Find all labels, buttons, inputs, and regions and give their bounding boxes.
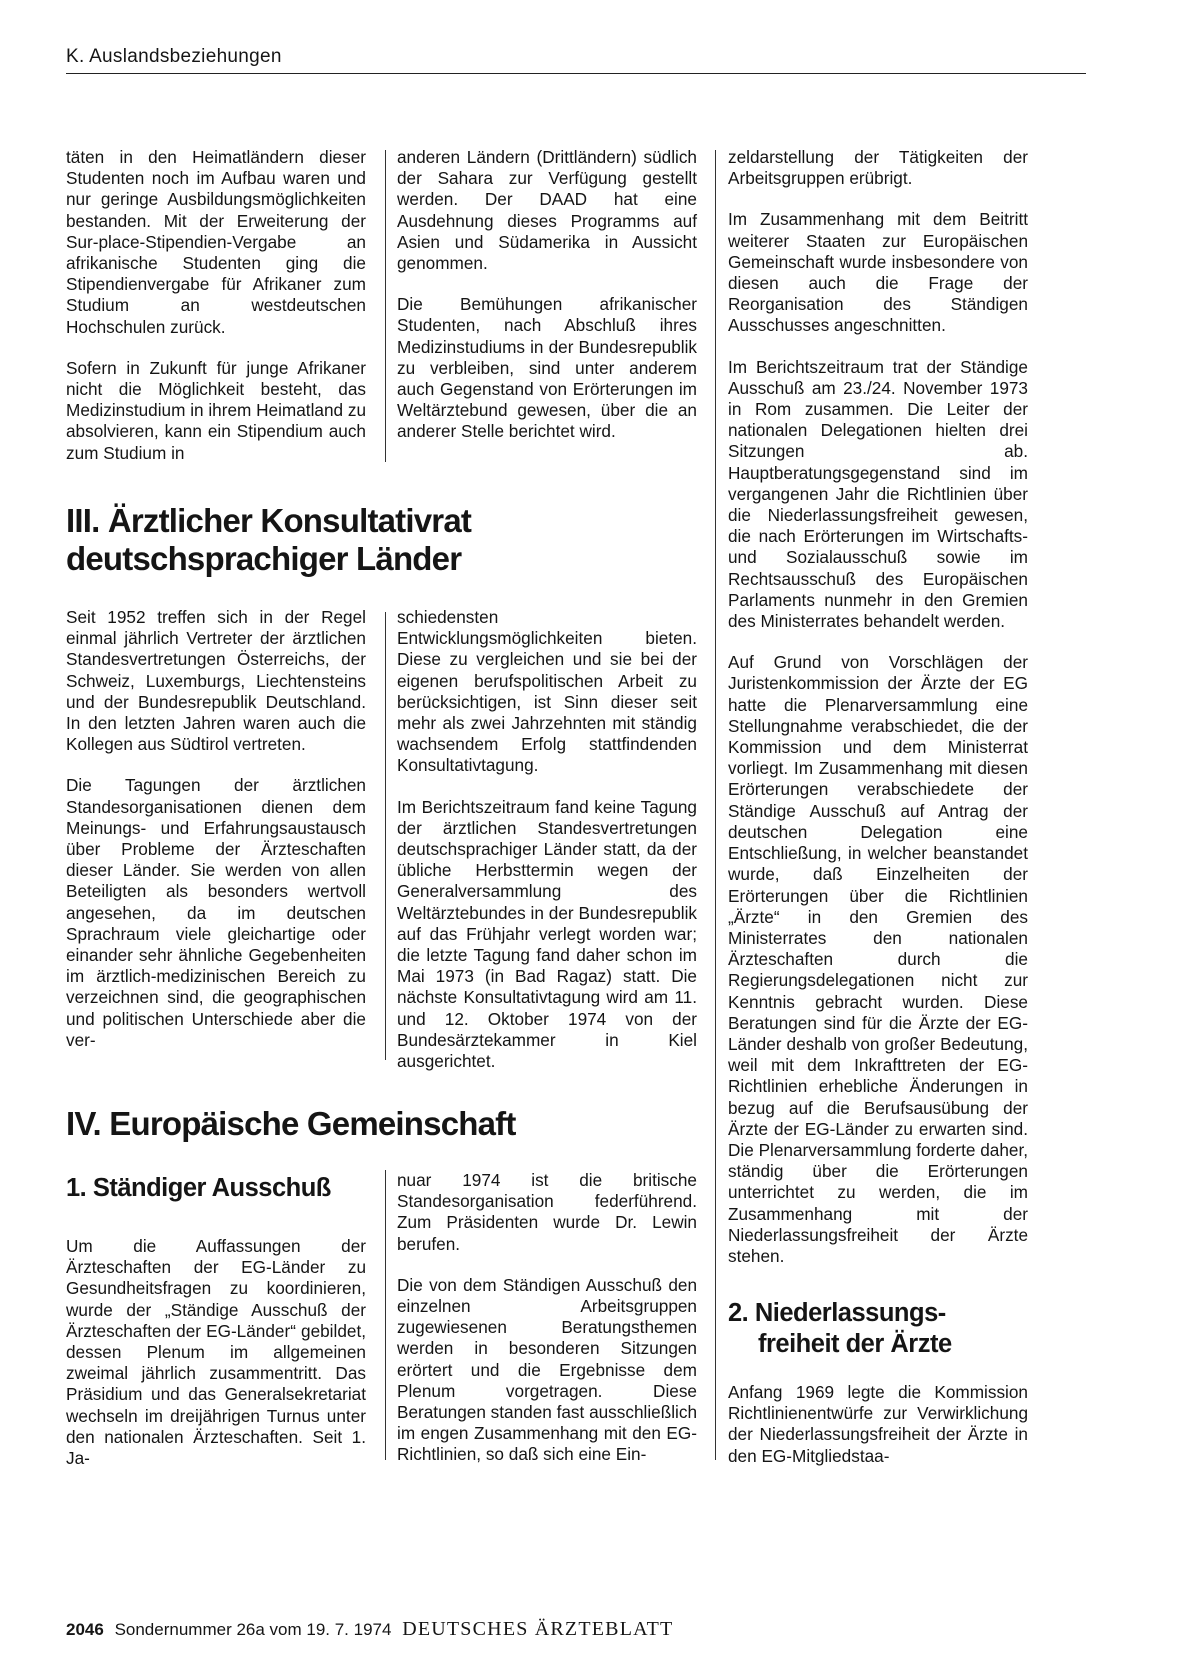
heading-line: 2. Niederlassungs- <box>728 1299 946 1327</box>
heading-line: III. Ärztlicher Konsultativrat <box>66 502 472 539</box>
paragraph: Die Bemühungen afrikanischer Studenten, nach Abschluß ihres Medizinstudiums in der Bundesrepublik zu verbleiben, sind unter anderem auch Gegenstand von Erörterungen im Weltärztebund gewesen, über die an anderer Stelle berichtet wird. <box>397 294 697 442</box>
section-4-column-2 <box>397 1170 697 1466</box>
column-3 <box>728 147 1028 1267</box>
page-number: 2046 <box>66 1620 104 1639</box>
paragraph: zeldarstellung der Tätigkeiten der Arbeitsgruppen erübrigt. <box>728 147 1028 189</box>
masthead: DEUTSCHES ÄRZTEBLATT <box>402 1618 674 1640</box>
paragraph: Anfang 1969 legte die Kommission Richtlinienentwürfe zur Verwirklichung der Niederlassungsfreiheit der Ärzte in den EG-Mitgliedstaa- <box>728 1382 1028 1466</box>
running-header <box>66 46 1086 74</box>
section-3-heading <box>66 502 706 578</box>
paragraph: Im Berichtszeitraum trat der Ständige Ausschuß am 23./24. November 1973 in Rom zusammen. Die Leiter der nationalen Delegationen hielten drei Sitzungen ab. Hauptberatungsgegenstand sind im vergangenen Jahr die Richtlinien über die Niederlassungsfreiheit gewesen, die nach Erörterungen im Wirtschafts- und Sozialausschuß sowie im Rechtsausschuß des Europäischen Parlaments nunmehr in den Gremien des Ministerrates behandelt werden. <box>728 356 1028 632</box>
heading-line: deutschsprachiger Länder <box>66 540 462 577</box>
page-footer <box>66 1618 673 1641</box>
column-divider <box>385 612 386 1060</box>
paragraph: Die von dem Ständigen Ausschuß den einzelnen Arbeitsgruppen zugewiesenen Beratungsthemen werden in besonderen Sitzungen erörtert und die Ergebnisse dem Plenum vorgetragen. Diese Beratungen standen fast ausschließlich im engen Zusammenhang mit den EG-Richtlinien, so daß sich eine Ein- <box>397 1274 698 1465</box>
section-3-column-2 <box>397 607 697 1072</box>
paragraph: Seit 1952 treffen sich in der Regel einmal jährlich Vertreter der ärztlichen Standesvertretungen Österreichs, der Schweiz, Luxemburgs, Liechtensteins und der Bundesrepublik Deutschland. In den letzten Jahren waren auch die Kollegen aus Südtirol vertreten. <box>66 607 366 755</box>
paragraph: Im Zusammenhang mit dem Beitritt weiterer Staaten zur Europäischen Gemeinschaft wurde insbesondere von diesen auch die Frage der Reorganisation des Ständigen Ausschusses angeschnitten. <box>728 209 1028 336</box>
column-divider <box>715 150 716 1460</box>
subsection-1-heading: 1. Ständiger Ausschuß <box>66 1174 331 1202</box>
heading-line: freiheit der Ärzte <box>758 1330 952 1358</box>
section-4-column-1 <box>66 1236 366 1469</box>
section-4-heading: IV. Europäische Gemeinschaft <box>66 1105 516 1142</box>
paragraph: Um die Auffassungen der Ärzteschaften der EG-Länder zu Gesundheitsfragen zu koordinieren, wurde der „Ständige Ausschuß der Ärzteschaften der EG-Länder“ gebildet, dessen Plenum im allgemeinen zweimal jährlich zusammentritt. Das Präsidium und das Generalsekretariat wechseln im dreijährigen Turnus unter den nationalen Ärzteschaften. Seit 1. Ja- <box>66 1236 366 1469</box>
intro-column-1 <box>66 147 366 464</box>
paragraph: täten in den Heimatländern dieser Studenten noch im Aufbau waren und nur geringe Ausbildungsmöglichkeiten bestanden. Mit der Erweiterung der Sur-place-Stipendien-Vergabe an afrikanische Studenten ging die Stipendienvergabe für Afrikaner zum Studium an westdeutschen Hochschulen zurück. <box>66 147 366 337</box>
subsection-2-text <box>728 1382 1028 1467</box>
paragraph: Die Tagungen der ärztlichen Standesorganisationen dienen dem Meinungs- und Erfahrungsaustausch über Probleme der Ärzteschaften dieser Länder. Sie werden von allen Beteiligten als besonders wertvoll angesehen, da im deutschen Sprachraum viele gleichartige oder einander sehr ähnliche Gegebenheiten im ärztlich-medizinischen Bereich zu verzeichnen sind, die geographischen und politischen Unterschiede aber die ver- <box>66 775 366 1050</box>
paragraph: Auf Grund von Vorschlägen der Juristenkommission der Ärzte der EG hatte die Plenarversammlung eine Stellungnahme verabschiedet, die der Kommission und dem Ministerrat vorliegt. Im Zusammenhang mit diesen Erörterungen verabschiedete der Ständige Ausschuß auf Antrag der deutschen Delegation eine Entschließung, in welcher beanstandet wurde, daß Einzelheiten der Erörterungen über die Richtlinien „Ärzte“ in den Gremien des Ministerrates den nationalen Ärzteschaften durch die Regierungsdelegationen nicht zur Kenntnis gebracht wurden. Diese Beratungen sind für die Ärzte der EG-Länder deshalb von großer Bedeutung, weil mit dem Inkrafttreten der EG-Richtlinien erhebliche Änderungen in bezug auf die Berufsausübung der Ärzte der EG-Länder zu erwarten sind. Die Plenarversammlung forderte daher, ständig über die Erörterungen unterrichtet zu werden, die im Zusammenhang mit der Niederlassungsfreiheit der Ärzte stehen. <box>728 652 1028 1266</box>
column-divider <box>385 1170 386 1460</box>
subsection-2-heading <box>728 1298 1028 1360</box>
issue-info: Sondernummer 26a vom 19. 7. 1974 <box>114 1620 392 1639</box>
paragraph: nuar 1974 ist die britische Standesorganisation federführend. Zum Präsidenten wurde Dr. Lewin berufen. <box>397 1170 697 1254</box>
paragraph: anderen Ländern (Drittländern) südlich der Sahara zur Verfügung gestellt werden. Der DAAD hat eine Ausdehnung dieses Programms auf Asien und Südamerika in Aussicht genommen. <box>397 147 697 274</box>
running-title: K. Auslandsbeziehungen <box>66 46 282 67</box>
paragraph: Im Berichtszeitraum fand keine Tagung der ärztlichen Standesvertretungen deutschsprachiger Länder statt, da der übliche Herbsttermin wegen der Generalversammlung des Weltärztebundes in der Bundesrepublik auf das Frühjahr verlegt worden war; die letzte Tagung fand daher schon im Mai 1973 (in Bad Ragaz) statt. Die nächste Konsultativtagung wird am 11. und 12. Oktober 1974 von der Bundesärztekammer in Kiel ausgerichtet. <box>397 796 697 1072</box>
intro-column-2 <box>397 147 697 443</box>
section-3-column-1 <box>66 607 366 1051</box>
paragraph: schiedensten Entwicklungsmöglichkeiten bieten. Diese zu vergleichen und sie bei der eigenen berufspolitischen Arbeit zu berücksichtigen, ist Sinn dieser seit mehr als zwei Jahrzehnten mit ständig wachsendem Erfolg stattfindenden Konsultativtagung. <box>397 607 697 776</box>
paragraph: Sofern in Zukunft für junge Afrikaner nicht die Möglichkeit besteht, das Medizinstudium in ihrem Heimatland zu absolvieren, kann ein Stipendium auch zum Studium in <box>66 357 366 463</box>
column-divider <box>385 150 386 462</box>
